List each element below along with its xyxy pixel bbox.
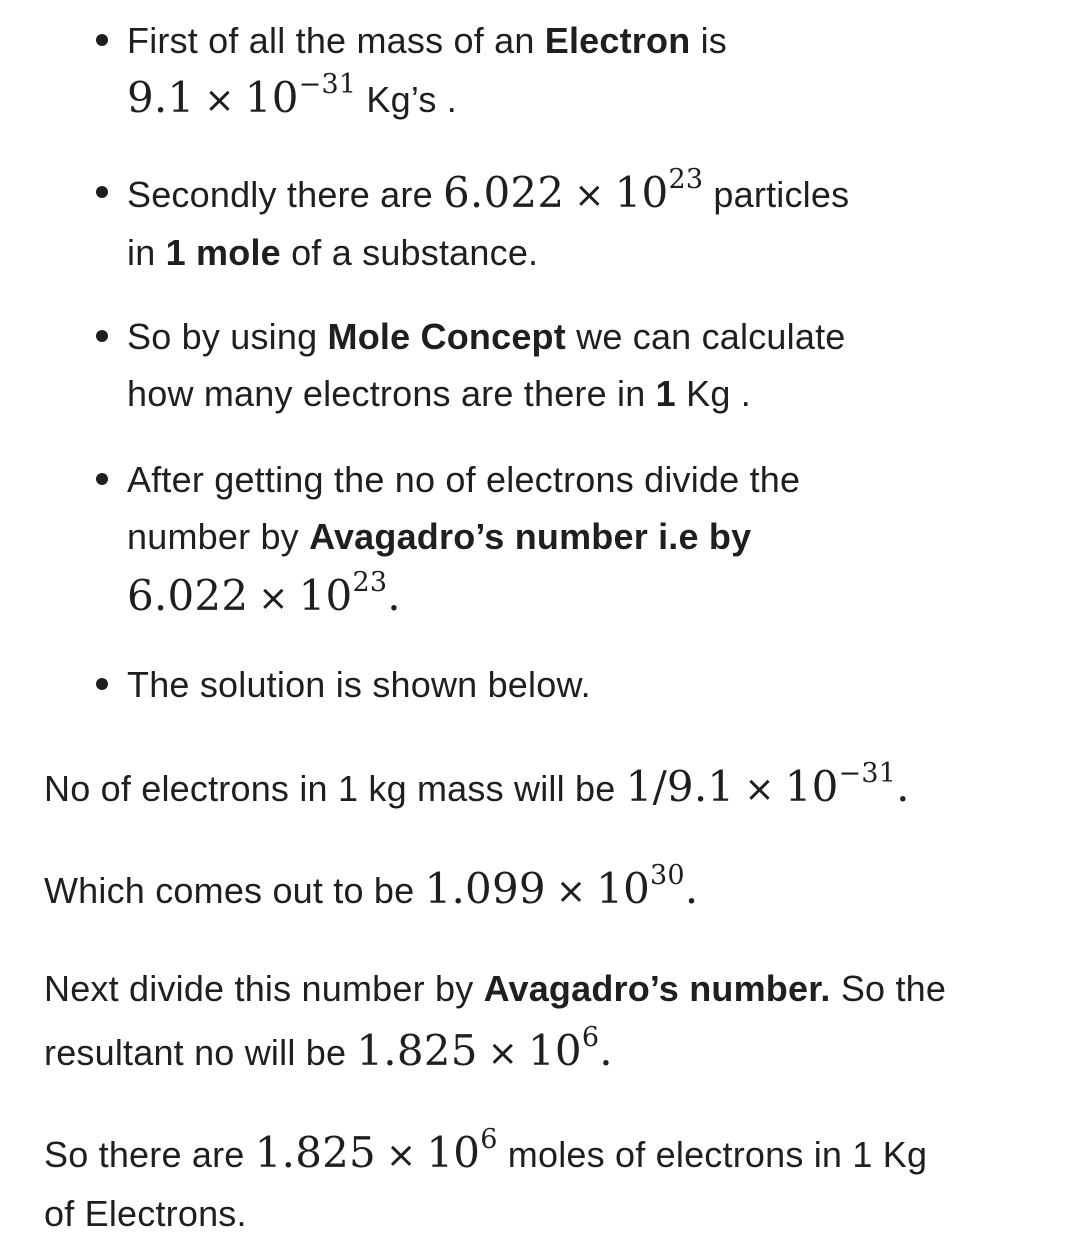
bullet-avogadro-particles — [127, 164, 1027, 281]
math-expression — [254, 1124, 498, 1177]
paragraph-electron-count — [44, 756, 1044, 821]
math-base: 9.1 — [127, 73, 195, 122]
text: resultant no will be — [44, 1032, 357, 1073]
math-exponent: 6 — [581, 1022, 600, 1053]
bullet-line — [127, 451, 1027, 508]
text: So there are — [44, 1134, 255, 1175]
math-base: 1.099 — [424, 864, 546, 913]
para-line — [44, 958, 1044, 1020]
text: of Electrons. — [44, 1193, 247, 1234]
math-exponent: 23 — [668, 164, 704, 195]
text: So the — [830, 968, 947, 1009]
bullet-dot-icon — [96, 186, 108, 198]
para-line — [44, 1122, 1044, 1187]
bullet-line — [127, 567, 1027, 627]
math-ten: 10 — [614, 168, 669, 217]
text: . — [387, 571, 401, 620]
text: Next divide this number by — [44, 968, 484, 1009]
bullet-solution-below — [127, 656, 1027, 713]
times-symbol: × — [258, 578, 289, 619]
text: Secondly there are — [127, 174, 443, 215]
math-expression — [625, 758, 910, 811]
text: we can calculate — [565, 316, 846, 357]
bullet-line — [127, 224, 1027, 281]
text: After getting the no of electrons divide the — [127, 459, 801, 500]
math-expression — [127, 69, 357, 122]
times-symbol: × — [574, 175, 605, 216]
paragraph-conclusion — [44, 1122, 1044, 1245]
bullet-dot-icon — [96, 330, 108, 342]
math-expression — [127, 567, 401, 620]
text: . — [684, 864, 699, 913]
math-exponent: 30 — [650, 860, 685, 891]
bold-term: Electron — [544, 20, 691, 61]
text: So by using — [127, 316, 328, 357]
para-line — [44, 1183, 1044, 1245]
bullet-line — [127, 508, 1027, 565]
text: First of all the mass of an — [127, 20, 545, 61]
paragraph-divide — [44, 958, 1044, 1085]
bullet-electron-mass — [127, 12, 1027, 129]
times-symbol: × — [204, 80, 235, 121]
para-line — [44, 1020, 1044, 1085]
text: . — [599, 1026, 613, 1075]
text: moles of electrons in 1 Kg — [497, 1134, 928, 1175]
math-ten: 10 — [298, 571, 353, 620]
math-ten: 10 — [784, 762, 839, 811]
math-base: 1.825 — [254, 1128, 376, 1177]
math-base: 1/9.1 — [625, 762, 735, 811]
math-base: 6.022 — [443, 168, 565, 217]
math-base: 1.825 — [356, 1026, 478, 1075]
math-base: 6.022 — [127, 571, 249, 620]
text: Which comes out to be — [44, 870, 425, 911]
bullet-line — [127, 308, 1027, 365]
text: of a substance. — [280, 232, 539, 273]
paragraph-result — [44, 858, 1044, 923]
text: number by — [127, 516, 310, 557]
math-exponent: 6 — [480, 1124, 498, 1155]
text: is — [690, 20, 728, 61]
math-expression — [424, 860, 699, 913]
bold-term: Avagadro’s number. — [483, 968, 831, 1009]
bold-term: 1 mole — [165, 232, 281, 273]
text: The solution is shown below. — [127, 664, 591, 705]
text: how many electrons are there in — [127, 373, 656, 414]
bullet-dot-icon — [96, 34, 108, 46]
bullet-line — [127, 164, 1027, 224]
math-ten: 10 — [426, 1128, 481, 1177]
math-expression — [356, 1022, 613, 1075]
times-symbol: × — [555, 871, 587, 912]
times-symbol: × — [487, 1033, 518, 1074]
bullet-line — [127, 12, 1027, 69]
times-symbol: × — [385, 1135, 417, 1176]
bullet-dot-icon — [96, 678, 108, 690]
bullet-line — [127, 656, 1027, 713]
bullet-line — [127, 365, 1027, 422]
bold-term: Avagadro’s number i.e by — [309, 516, 752, 557]
bullet-divide-avogadro — [127, 451, 1027, 627]
math-ten: 10 — [528, 1026, 582, 1075]
math-exponent: 23 — [352, 567, 388, 598]
times-symbol: × — [744, 769, 775, 810]
bullet-dot-icon — [96, 473, 108, 485]
text: No of electrons in 1 kg mass will be — [44, 768, 626, 809]
bold-term: 1 — [655, 373, 676, 414]
text: particles — [703, 174, 850, 215]
math-ten: 10 — [596, 864, 651, 913]
bullet-mole-concept — [127, 308, 1027, 422]
text: . — [896, 762, 910, 811]
text: in — [127, 232, 166, 273]
text: Kg’s . — [356, 79, 458, 120]
bullet-line — [127, 69, 1027, 129]
math-ten: 10 — [244, 73, 299, 122]
math-exponent: −31 — [838, 758, 897, 789]
math-expression — [443, 164, 704, 217]
text: Kg . — [675, 373, 751, 414]
bold-term: Mole Concept — [327, 316, 566, 357]
math-exponent: −31 — [298, 69, 357, 100]
